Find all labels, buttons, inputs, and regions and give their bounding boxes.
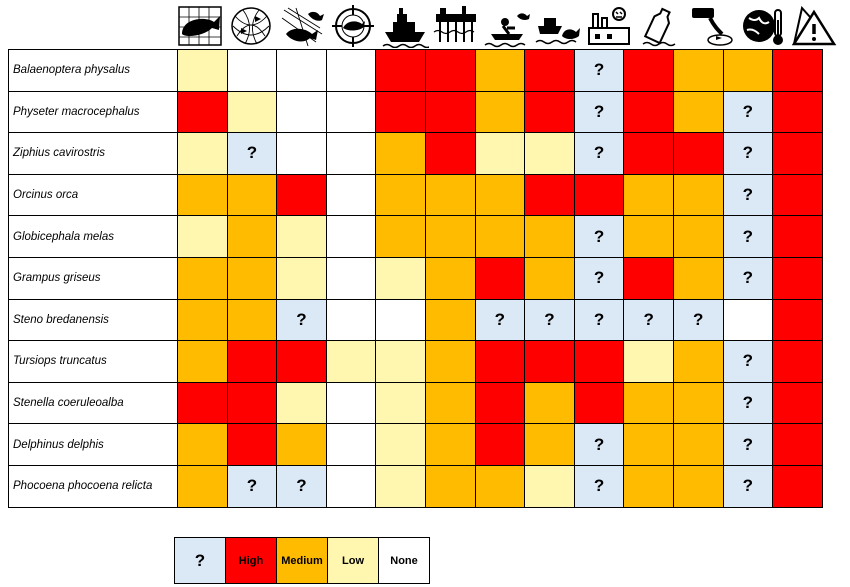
threat-cell bbox=[425, 174, 475, 216]
threat-cell: ? bbox=[723, 91, 773, 133]
threat-cell: ? bbox=[574, 424, 624, 466]
threat-cell bbox=[227, 341, 277, 383]
threat-cell: ? bbox=[723, 133, 773, 175]
threat-cell bbox=[376, 216, 426, 258]
threat-cell bbox=[178, 424, 228, 466]
species-row bbox=[9, 174, 823, 216]
sperm-whale-in-net-icon bbox=[176, 4, 224, 48]
threat-cell bbox=[376, 50, 426, 92]
threat-cell: ? bbox=[723, 424, 773, 466]
threat-cell bbox=[773, 91, 823, 133]
threat-cell bbox=[624, 216, 674, 258]
threat-cell bbox=[178, 133, 228, 175]
warning-triangle-icon bbox=[790, 4, 838, 48]
threat-cell bbox=[425, 91, 475, 133]
threat-cell bbox=[326, 299, 376, 341]
sewage-discharge-icon bbox=[688, 4, 736, 48]
species-row bbox=[9, 299, 823, 341]
threat-cell bbox=[723, 299, 773, 341]
legend bbox=[174, 537, 430, 584]
threat-cell bbox=[425, 465, 475, 507]
threat-cell bbox=[326, 91, 376, 133]
threat-cell bbox=[525, 341, 575, 383]
ship-icon bbox=[381, 4, 429, 48]
species-name: Tursiops truncatus bbox=[9, 341, 178, 383]
species-row bbox=[9, 341, 823, 383]
threat-cell bbox=[624, 133, 674, 175]
threat-cell bbox=[475, 424, 525, 466]
threat-cell bbox=[227, 257, 277, 299]
threat-cell bbox=[673, 465, 723, 507]
threat-cell bbox=[425, 257, 475, 299]
threat-cell bbox=[624, 91, 674, 133]
threat-cell bbox=[425, 299, 475, 341]
threat-cell bbox=[376, 133, 426, 175]
threat-cell bbox=[178, 257, 228, 299]
threat-cell bbox=[376, 424, 426, 466]
threat-cell bbox=[525, 424, 575, 466]
species-row bbox=[9, 216, 823, 258]
threat-cell bbox=[227, 299, 277, 341]
threat-cell bbox=[773, 216, 823, 258]
species-name: Physeter macrocephalus bbox=[9, 91, 178, 133]
threat-cell bbox=[425, 382, 475, 424]
oil-platform-icon bbox=[432, 4, 480, 48]
threat-cell bbox=[773, 299, 823, 341]
threat-cell bbox=[425, 216, 475, 258]
threat-cell bbox=[525, 133, 575, 175]
threat-cell bbox=[227, 424, 277, 466]
threat-cell: ? bbox=[723, 174, 773, 216]
threat-cell bbox=[525, 465, 575, 507]
threat-cell: ? bbox=[574, 50, 624, 92]
threat-cell bbox=[673, 91, 723, 133]
threat-cell bbox=[574, 174, 624, 216]
threat-cell bbox=[773, 382, 823, 424]
threat-cell: ? bbox=[574, 465, 624, 507]
threat-cell bbox=[277, 382, 327, 424]
species-name: Ziphius cavirostris bbox=[9, 133, 178, 175]
industry-pollution-icon bbox=[585, 4, 633, 48]
threat-cell bbox=[326, 382, 376, 424]
threat-cell bbox=[673, 174, 723, 216]
threat-icon-row bbox=[174, 4, 840, 48]
threat-cell bbox=[277, 216, 327, 258]
legend-item-medium: Medium bbox=[277, 538, 328, 584]
threat-matrix bbox=[8, 49, 823, 508]
threat-cell bbox=[277, 424, 327, 466]
globe-thermometer-icon bbox=[739, 4, 787, 48]
plastic-bottle-icon bbox=[637, 4, 685, 48]
threat-cell bbox=[475, 257, 525, 299]
threat-cell: ? bbox=[723, 216, 773, 258]
threat-cell bbox=[475, 216, 525, 258]
jet-ski-icon bbox=[483, 4, 531, 48]
threat-cell bbox=[178, 50, 228, 92]
threat-cell bbox=[475, 382, 525, 424]
threat-cell bbox=[475, 133, 525, 175]
threat-cell bbox=[277, 91, 327, 133]
threat-cell bbox=[525, 216, 575, 258]
threat-cell bbox=[475, 91, 525, 133]
species-name: Globicephala melas bbox=[9, 216, 178, 258]
threat-cell bbox=[277, 341, 327, 383]
threat-cell bbox=[624, 341, 674, 383]
threat-cell: ? bbox=[723, 382, 773, 424]
threat-cell bbox=[624, 465, 674, 507]
threat-cell: ? bbox=[574, 91, 624, 133]
legend-item-unknown: ? bbox=[175, 538, 226, 584]
species-row bbox=[9, 91, 823, 133]
legend-item-none: None bbox=[379, 538, 430, 584]
threat-cell bbox=[773, 465, 823, 507]
species-row bbox=[9, 50, 823, 92]
threat-cell bbox=[425, 50, 475, 92]
threat-cell bbox=[326, 133, 376, 175]
species-row bbox=[9, 424, 823, 466]
threat-cell bbox=[326, 174, 376, 216]
threat-cell bbox=[773, 133, 823, 175]
threat-cell: ? bbox=[723, 465, 773, 507]
species-row bbox=[9, 133, 823, 175]
threat-cell bbox=[773, 341, 823, 383]
threat-cell bbox=[425, 424, 475, 466]
threat-cell bbox=[624, 257, 674, 299]
threat-cell bbox=[475, 341, 525, 383]
threat-cell: ? bbox=[277, 465, 327, 507]
threat-cell bbox=[326, 216, 376, 258]
bycatch-net-icon bbox=[278, 4, 326, 48]
threat-cell bbox=[178, 216, 228, 258]
threat-cell: ? bbox=[574, 257, 624, 299]
boat-whale-collision-icon bbox=[534, 4, 582, 48]
threat-cell bbox=[624, 382, 674, 424]
dolphin-crosshair-icon bbox=[329, 4, 377, 48]
species-row bbox=[9, 257, 823, 299]
threat-cell bbox=[326, 50, 376, 92]
threat-cell bbox=[376, 299, 426, 341]
threat-cell bbox=[624, 174, 674, 216]
threat-cell bbox=[277, 257, 327, 299]
threat-cell bbox=[376, 91, 426, 133]
threat-cell bbox=[425, 341, 475, 383]
threat-cell bbox=[624, 50, 674, 92]
threat-cell bbox=[673, 216, 723, 258]
threat-cell bbox=[227, 216, 277, 258]
threat-cell bbox=[326, 341, 376, 383]
threat-cell bbox=[525, 174, 575, 216]
threat-cell: ? bbox=[574, 133, 624, 175]
threat-cell bbox=[376, 257, 426, 299]
threat-cell bbox=[178, 382, 228, 424]
threat-cell bbox=[178, 465, 228, 507]
threat-cell bbox=[673, 424, 723, 466]
threat-cell bbox=[525, 50, 575, 92]
species-name: Phocoena phocoena relicta bbox=[9, 465, 178, 507]
threat-cell bbox=[227, 174, 277, 216]
threat-cell: ? bbox=[723, 257, 773, 299]
species-name: Steno bredanensis bbox=[9, 299, 178, 341]
fishing-net-icon bbox=[227, 4, 275, 48]
threat-cell bbox=[326, 424, 376, 466]
threat-cell: ? bbox=[525, 299, 575, 341]
legend-item-low: Low bbox=[328, 538, 379, 584]
threat-cell bbox=[773, 50, 823, 92]
threat-cell bbox=[525, 257, 575, 299]
threat-cell bbox=[773, 424, 823, 466]
species-name: Stenella coeruleoalba bbox=[9, 382, 178, 424]
threat-cell bbox=[773, 174, 823, 216]
threat-cell bbox=[178, 91, 228, 133]
threat-cell bbox=[326, 257, 376, 299]
threat-cell bbox=[376, 465, 426, 507]
threat-cell bbox=[475, 50, 525, 92]
threat-cell bbox=[525, 91, 575, 133]
threat-cell bbox=[425, 133, 475, 175]
threat-cell bbox=[475, 174, 525, 216]
threat-cell bbox=[178, 299, 228, 341]
threat-cell bbox=[574, 341, 624, 383]
threat-cell bbox=[178, 341, 228, 383]
legend-item-high: High bbox=[226, 538, 277, 584]
threat-cell bbox=[723, 50, 773, 92]
threat-cell bbox=[326, 465, 376, 507]
threat-cell bbox=[475, 465, 525, 507]
threat-cell: ? bbox=[277, 299, 327, 341]
threat-cell bbox=[178, 174, 228, 216]
threat-cell bbox=[227, 382, 277, 424]
threat-cell: ? bbox=[475, 299, 525, 341]
threat-cell bbox=[574, 382, 624, 424]
species-row bbox=[9, 382, 823, 424]
threat-cell bbox=[773, 257, 823, 299]
threat-cell bbox=[227, 50, 277, 92]
threat-cell bbox=[227, 91, 277, 133]
species-row bbox=[9, 465, 823, 507]
threat-cell: ? bbox=[574, 299, 624, 341]
species-name: Grampus griseus bbox=[9, 257, 178, 299]
threat-cell: ? bbox=[723, 341, 773, 383]
threat-cell bbox=[673, 50, 723, 92]
threat-cell bbox=[376, 174, 426, 216]
threat-cell bbox=[525, 382, 575, 424]
species-name: Balaenoptera physalus bbox=[9, 50, 178, 92]
threat-cell: ? bbox=[574, 216, 624, 258]
threat-cell bbox=[277, 133, 327, 175]
threat-cell: ? bbox=[227, 465, 277, 507]
threat-cell: ? bbox=[624, 299, 674, 341]
threat-cell bbox=[624, 424, 674, 466]
threat-cell bbox=[376, 382, 426, 424]
threat-cell bbox=[673, 257, 723, 299]
threat-cell: ? bbox=[673, 299, 723, 341]
threat-cell bbox=[673, 382, 723, 424]
threat-cell bbox=[673, 341, 723, 383]
threat-cell bbox=[673, 133, 723, 175]
threat-cell: ? bbox=[227, 133, 277, 175]
threat-cell bbox=[376, 341, 426, 383]
threat-cell bbox=[277, 174, 327, 216]
species-name: Orcinus orca bbox=[9, 174, 178, 216]
species-name: Delphinus delphis bbox=[9, 424, 178, 466]
threat-cell bbox=[277, 50, 327, 92]
